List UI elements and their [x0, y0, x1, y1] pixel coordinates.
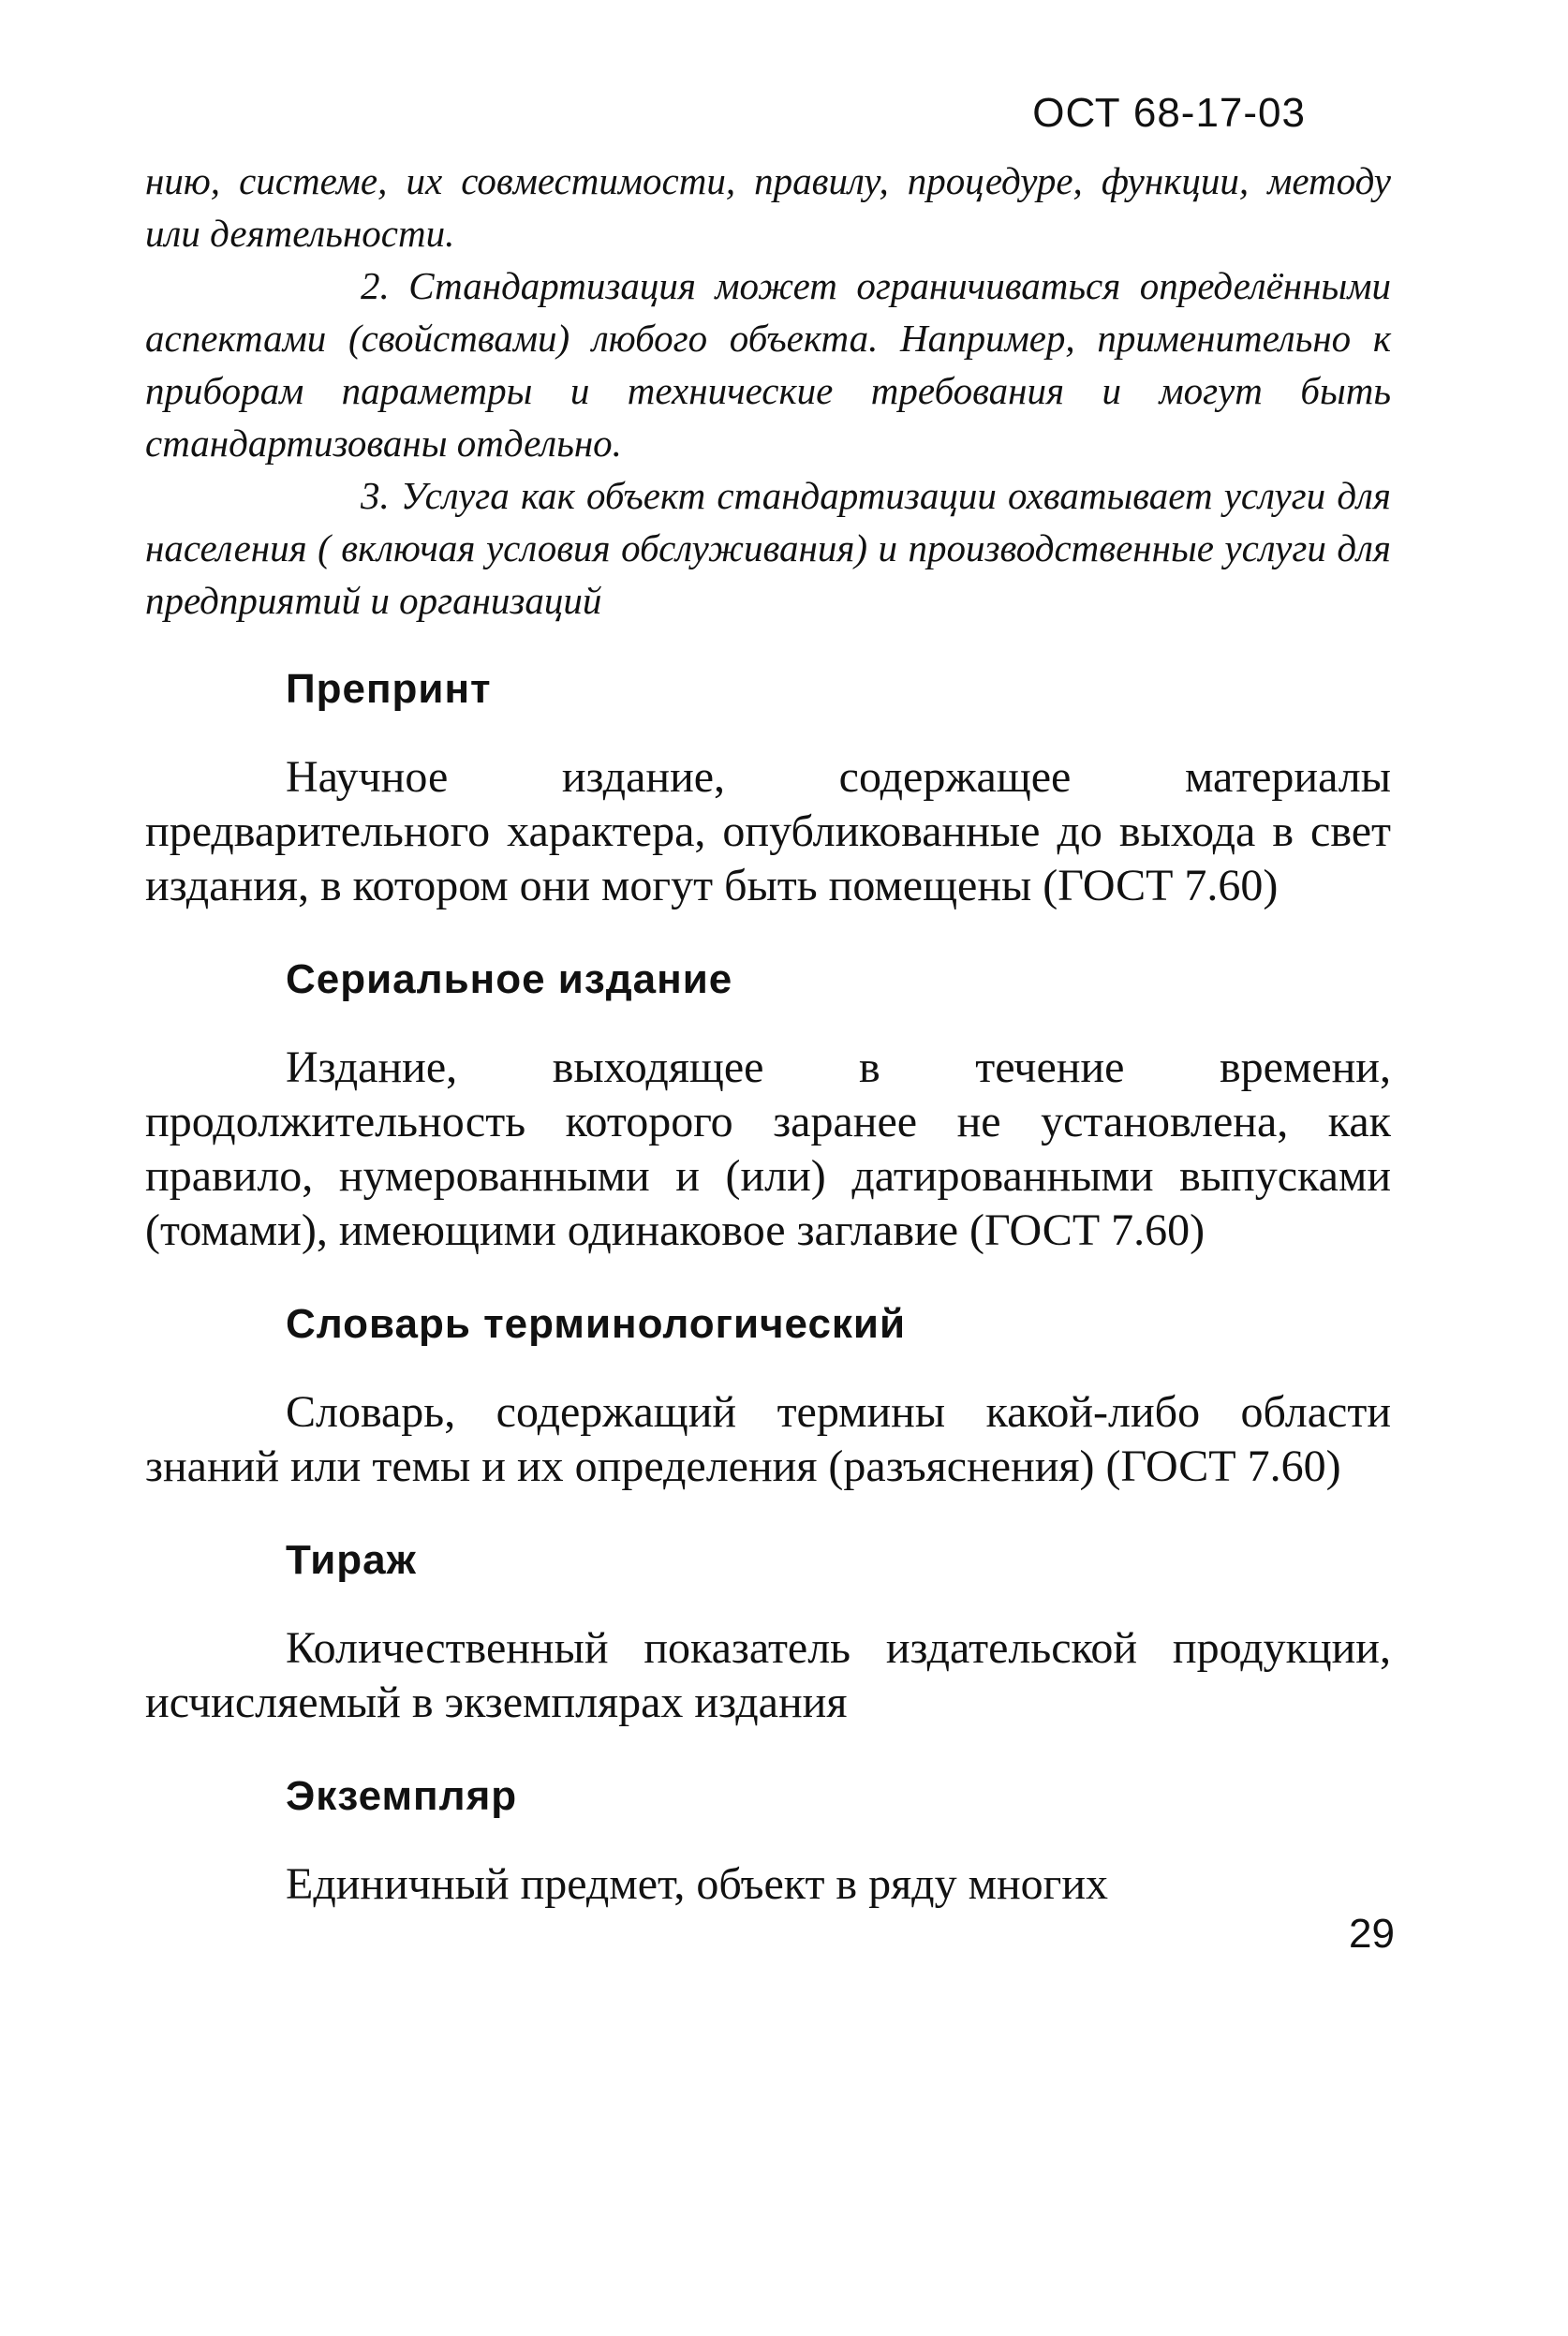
- term-title-print-run: Тираж: [286, 1537, 417, 1583]
- term-definition-serial-edition: Издание, выходящее в течение времени, продолжительность которого заранее не установлена, как правило, нумерованными и (или) датированными выпусками (томами), имеющими одинаковое заглавие (ГОСТ 7.60): [145, 1042, 1391, 1255]
- term-title-serial-edition: Сериальное издание: [286, 956, 733, 1002]
- term-title-copy: Экземпляр: [286, 1773, 518, 1819]
- term-definition-preprint: Научное издание, содержащее материалы предварительного характера, опубликованные до выхода в свет издания, в котором они могут быть помещены (ГОСТ 7.60): [145, 752, 1391, 910]
- term-title-preprint: Препринт: [286, 666, 492, 712]
- note-2: 2. Стандартизация может ограничиваться определёнными аспектами (свойствами) любого объекта. Например, применительно к приборам параметры и технические требования и могут быть стандартизованы отдельно.: [145, 264, 1391, 465]
- page-number: 29: [1349, 1911, 1395, 1957]
- note-continuation: нию, системе, их совместимости, правилу, процедуре, функции, методу или деятельности.: [145, 159, 1391, 255]
- term-definition-terminological-dictionary: Словарь, содержащий термины какой-либо области знаний или темы и их определения (разъяснения) (ГОСТ 7.60): [145, 1387, 1391, 1491]
- term-definition-copy: Единичный предмет, объект в ряду многих: [286, 1859, 1109, 1909]
- page-content: [145, 155, 1391, 1912]
- document-code: ОСТ 68-17-03: [1032, 90, 1306, 136]
- note-3: 3. Услуга как объект стандартизации охватывает услуги для населения ( включая условия обслуживания) и производственные услуги для предприятий и организаций: [145, 474, 1391, 622]
- term-title-terminological-dictionary: Словарь терминологический: [286, 1301, 907, 1347]
- term-definition-print-run: Количественный показатель издательской продукции, исчисляемый в экземплярах издания: [145, 1623, 1391, 1727]
